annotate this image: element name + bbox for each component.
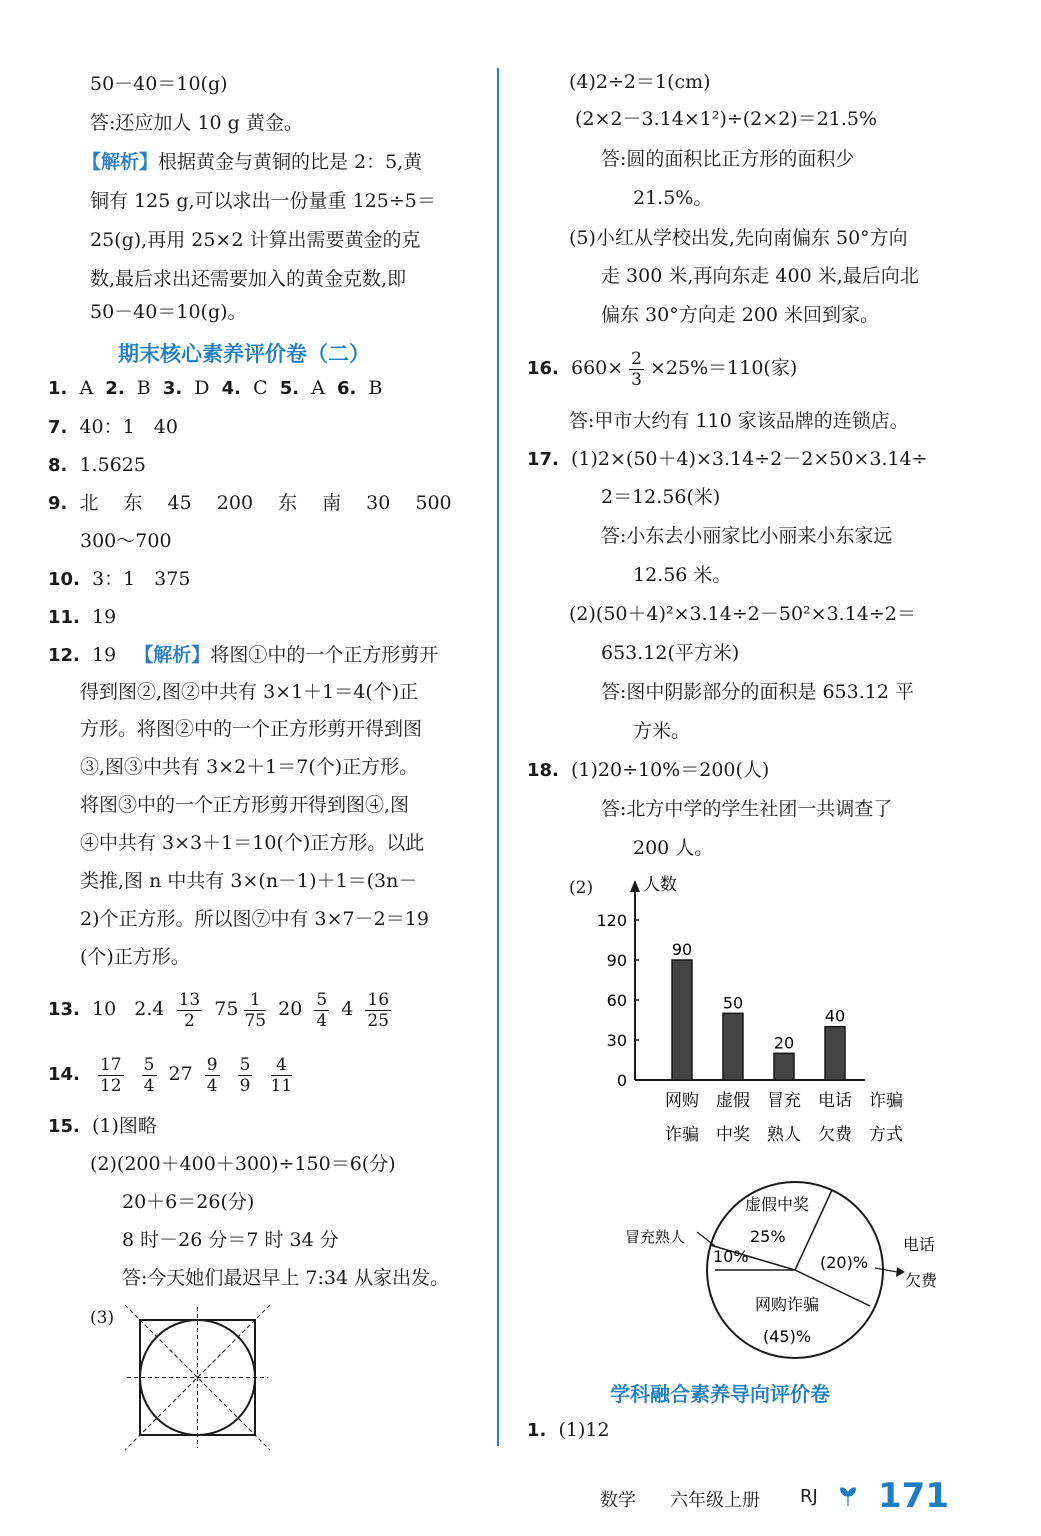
text-line: 2＝12.56(米)	[601, 486, 721, 508]
analysis-tag: 【解析】	[134, 644, 211, 666]
pie-label: (45)%	[763, 1327, 812, 1346]
x-category-label: 虚假	[716, 1091, 750, 1111]
answer-7: 7. 40：1 40	[48, 416, 178, 438]
x-category-label: 冒充	[767, 1091, 801, 1111]
footer-edition: RJ	[800, 1486, 818, 1507]
answer-line: 答:小东去小丽家比小丽来小东家远	[601, 525, 893, 547]
y-tick-label: 120	[596, 911, 627, 930]
pie-label: 冒充熟人	[625, 1228, 686, 1246]
q-num: 1.	[48, 378, 68, 399]
pie-chart	[605, 1170, 1005, 1370]
text-line: 数,最后求出还需要加入的黄金克数,即	[90, 268, 407, 290]
text-line: (2)	[569, 878, 594, 898]
answer-line: 答:还应加人 10 g 黄金。	[90, 112, 303, 134]
text-line: ④中共有 3×3＋1＝10(个)正方形。以此	[80, 832, 425, 854]
bar-chart	[585, 870, 1005, 1150]
text-line: 25(g),再用 25×2 计算出需要黄金的克	[90, 229, 421, 251]
pie-label: 10%	[713, 1247, 749, 1266]
text-line: 走 300 米,再向东走 400 米,最后向北	[601, 265, 919, 287]
bar	[774, 1053, 794, 1080]
text-line: 2)个正方形。所以图⑦中有 3×7－2＝19	[80, 908, 429, 930]
text-line: 12.56 米。	[633, 564, 732, 586]
y-tick-label: 0	[616, 1071, 627, 1090]
pie-label: 电话	[903, 1235, 936, 1254]
x-category-label: 中奖	[716, 1125, 750, 1145]
text-line: 50－40＝10(g)	[90, 73, 228, 95]
bar	[672, 960, 692, 1080]
text-line: (4)2÷2＝1(cm)	[569, 71, 711, 93]
text-line: 偏东 30°方向走 200 米回到家。	[601, 304, 880, 326]
fraction: $\frac{1}{75}$	[244, 989, 267, 1031]
fraction: $\frac{13}{2}$	[178, 989, 201, 1031]
bar-data-label: 40	[824, 1006, 846, 1026]
answer-10: 10. 3：1 375	[48, 568, 191, 590]
y-axis-label: 人数	[643, 875, 677, 895]
y-tick-label: 60	[606, 991, 627, 1010]
bar-data-label: 20	[773, 1033, 795, 1053]
answer-13: 13. 10 2.4 $\frac{13}{2}$ 75 $\frac{1}{75}$ 20 $\frac{5}{4}$ 4 $\frac{16}{25}$	[48, 989, 390, 1031]
answer-15: 15. (1)图略	[48, 1115, 157, 1137]
text-line: 将图③中的一个正方形剪开得到图④,图	[80, 794, 410, 816]
answer-line: 答:图中阴影部分的面积是 653.12 平	[601, 681, 914, 703]
text-line: (5)小红从学校出发,先向南偏东 50°方向	[569, 227, 908, 249]
bar	[825, 1027, 845, 1080]
text-line: (2)(200＋400＋300)÷150＝6(分)	[90, 1153, 396, 1175]
x-category-label: 网购	[665, 1091, 699, 1111]
answer-16: 16. 660× $\frac{2}{3}$ ×25%＝110(家)	[527, 348, 798, 390]
text-line: (2)(50＋4)²×3.14÷2－50²×3.14÷2＝	[569, 603, 916, 625]
y-tick-label: 30	[606, 1031, 627, 1050]
y-axis-arrow	[630, 880, 640, 892]
x-category-label: 电话	[818, 1091, 852, 1111]
page-number: 171	[878, 1476, 949, 1516]
text-line: 方米。	[633, 720, 691, 742]
answer-14: 14. $\frac{17}{12}$ $\frac{5}{4}$ 27 $\frac{9}{4}$ $\frac{5}{9}$ $\frac{4}{11}$	[48, 1054, 293, 1096]
fraction: $\frac{17}{12}$	[99, 1054, 122, 1096]
section-title: 期末核心素养评价卷（二）	[118, 342, 370, 366]
fraction: $\frac{4}{11}$	[270, 1054, 293, 1096]
column-divider	[497, 68, 499, 1446]
fraction: $\frac{5}{9}$	[239, 1054, 251, 1096]
text-line: (3)	[90, 1308, 115, 1328]
answer-11: 11. 19	[48, 606, 117, 628]
pie-label: 虚假中奖	[745, 1195, 810, 1214]
answer-9: 9. 北 东 45 200 东 南 30 500	[48, 492, 452, 514]
left-column	[0, 0, 495, 1536]
x-category-label: 方式	[869, 1125, 903, 1145]
section-title: 学科融合素养导向评价卷	[610, 1382, 830, 1406]
x-category-label: 欠费	[818, 1125, 852, 1145]
answer-line: 答:圆的面积比正方形的面积少	[601, 148, 855, 170]
right-column	[505, 0, 1041, 1536]
pie-label: 欠费	[905, 1271, 938, 1290]
answer-17: 17. (1)2×(50＋4)×3.14÷2－2×50×3.14÷	[527, 448, 928, 470]
answers-1-6: 1. A 2. B 3. D 4. C 5. A 6. B	[48, 377, 383, 399]
text-line: 200 人。	[633, 837, 714, 859]
text-line: 21.5%。	[633, 187, 713, 209]
text-line: 得到图②,图②中共有 3×1＋1＝4(个)正	[80, 681, 419, 703]
answer-1: 1. (1)12	[527, 1419, 610, 1441]
analysis-text: 根据黄金与黄铜的比是 2：5,黄	[158, 151, 423, 173]
x-category-label: 诈骗	[869, 1091, 903, 1111]
footer-subject: 数学	[600, 1490, 636, 1511]
fraction: $\frac{5}{4}$	[316, 989, 328, 1031]
answer-line: 答:今天她们最迟早上 7:34 从家出发。	[122, 1267, 450, 1289]
fraction: $\frac{9}{4}$	[206, 1054, 218, 1096]
fraction: $\frac{2}{3}$	[631, 348, 642, 390]
bar-data-label: 50	[722, 993, 744, 1013]
fraction: $\frac{16}{25}$	[367, 989, 390, 1031]
text-line: 20＋6＝26(分)	[122, 1191, 255, 1213]
pie-label: 网购诈骗	[755, 1295, 820, 1314]
text-line: (个)正方形。	[80, 946, 190, 968]
y-tick-label: 90	[606, 951, 627, 970]
bar-data-label: 90	[671, 940, 693, 959]
bar	[723, 1013, 743, 1080]
x-category-label: 熟人	[767, 1125, 801, 1145]
fraction: $\frac{5}{4}$	[143, 1054, 155, 1096]
pie-label: (20)%	[820, 1253, 869, 1272]
text-line: 8 时－26 分＝7 时 34 分	[122, 1229, 339, 1251]
text-line: 类推,图 n 中共有 3×(n－1)＋1＝(3n－	[80, 870, 418, 892]
text-line: 方形。将图②中的一个正方形剪开得到图	[80, 718, 423, 740]
x-category-label: 诈骗	[665, 1125, 699, 1145]
text-line: (2×2－3.14×1²)÷(2×2)＝21.5%	[575, 108, 878, 130]
text-line: 50－40＝10(g)。	[90, 301, 247, 323]
answer-12: 12. 19 【解析】将图①中的一个正方形剪开	[48, 644, 439, 666]
footer-grade: 六年级上册	[670, 1490, 760, 1511]
circle-in-square-figure	[120, 1305, 270, 1455]
answer-8: 8. 1.5625	[48, 454, 146, 476]
pie-label: 25%	[750, 1227, 786, 1246]
analysis-tag: 【解析】	[82, 151, 159, 173]
text-line: ③,图③中共有 3×2＋1＝7(个)正方形。	[80, 756, 419, 778]
answer-18: 18. (1)20÷10%＝200(人)	[527, 759, 770, 781]
answer-line: 答:北方中学的学生社团一共调查了	[601, 798, 893, 820]
leaf-icon	[838, 1486, 858, 1508]
analysis-line	[82, 150, 422, 174]
text-line: 铜有 125 g,可以求出一份量重 125÷5＝	[90, 190, 436, 212]
text-line: 653.12(平方米)	[601, 642, 740, 664]
answer-9-cont: 300～700	[80, 530, 172, 552]
answer-line: 答:甲市大约有 110 家该品牌的连锁店。	[569, 410, 909, 432]
